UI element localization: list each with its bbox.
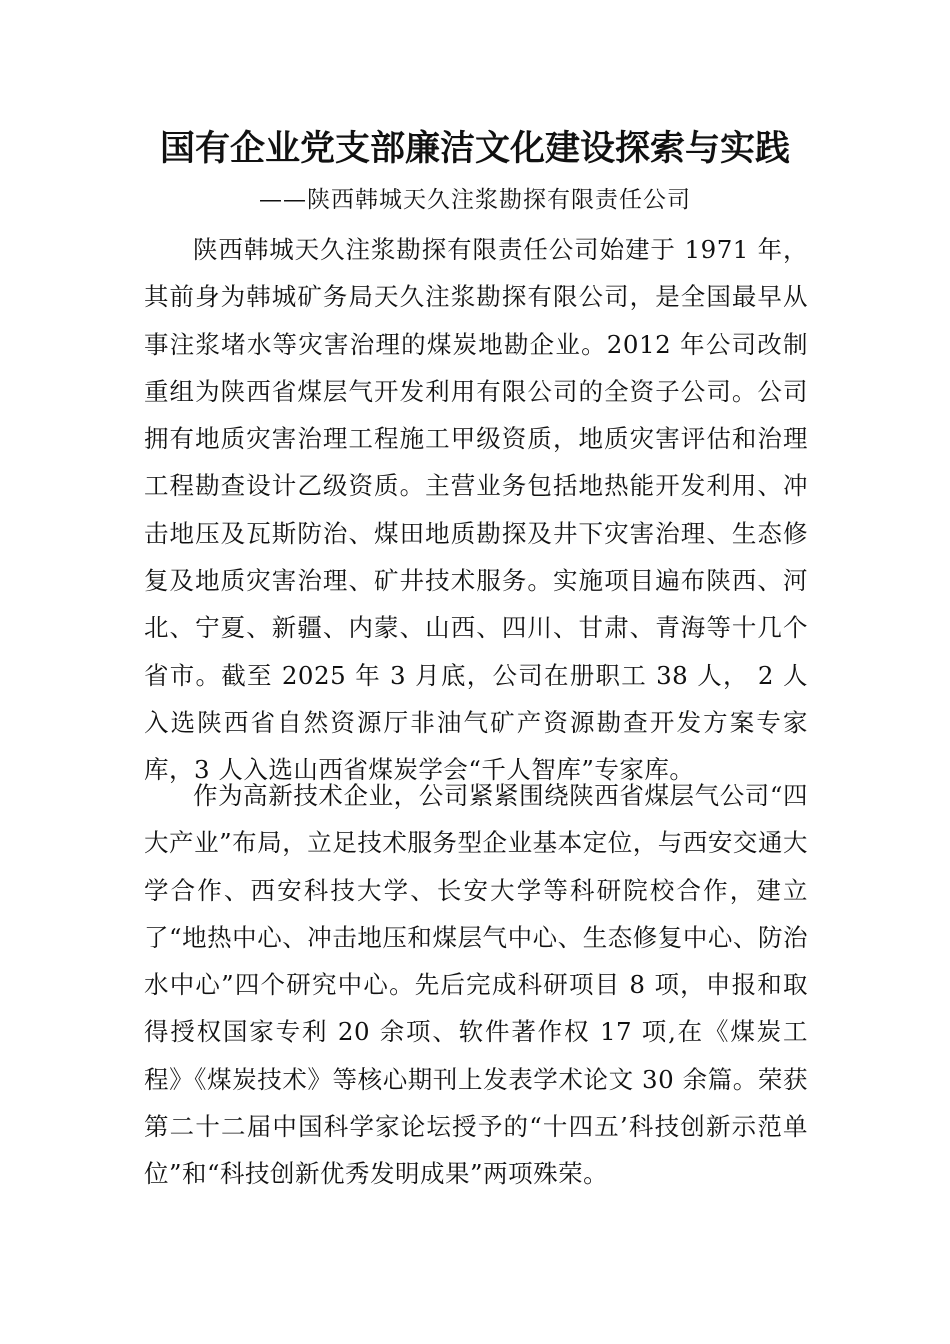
paragraph-company-profile: 陕西韩城天久注浆勘探有限责任公司始建于 1971 年，其前身为韩城矿务局天久注浆勘探有限公司，是全国最早从事注浆堵水等灾害治理的煤炭地勘企业。2012 年公司改制重组为陕西省煤层气开发利用有限公司的全资子公司。公司拥有地质灾害治理工程施工甲级资质，地质灾害评估和治理工程勘查设计乙级资质。主营业务包括地热能开发利用、冲击地压及瓦斯防治、煤田地质勘探及井下灾害治理、生态修复及地质灾害治理、矿井技术服务。实施项目遍布陕西、河北、宁夏、新疆、内蒙、山西、四川、甘肃、青海等十几个省市。截至 2025 年 3 月底，公司在册职工 38 人， 2 人入选陕西省自然资源厅非油气矿产资源勘查开发方案专家库，3 人入选山西省煤炭学会“千人智库”专家库。 xyxy=(144,235,808,785)
document-subtitle: ——陕西韩城天久注浆勘探有限责任公司 xyxy=(259,187,691,213)
document-title: 国有企业党支部廉洁文化建设探索与实践 xyxy=(159,129,790,169)
paragraph-technology-innovation: 作为高新技术企业，公司紧紧围绕陕西省煤层气公司“四大产业”布局，立足技术服务型企业基本定位，与西安交通大学合作、西安科技大学、长安大学等科研院校合作，建立了“地热中心、冲击地压和煤层气中心、生态修复中心、防治水中心”四个研究中心。先后完成科研项目 8 项，申报和取得授权国家专利 20 余项、软件著作权 17 项,在《煤炭工程》《煤炭技术》等核心期刊上发表学术论文 30 余篇。荣获第二十二届中国科学家论坛授予的“十四五’科技创新示范单位”和“科技创新优秀发明成果”两项殊荣。 xyxy=(144,781,808,1189)
